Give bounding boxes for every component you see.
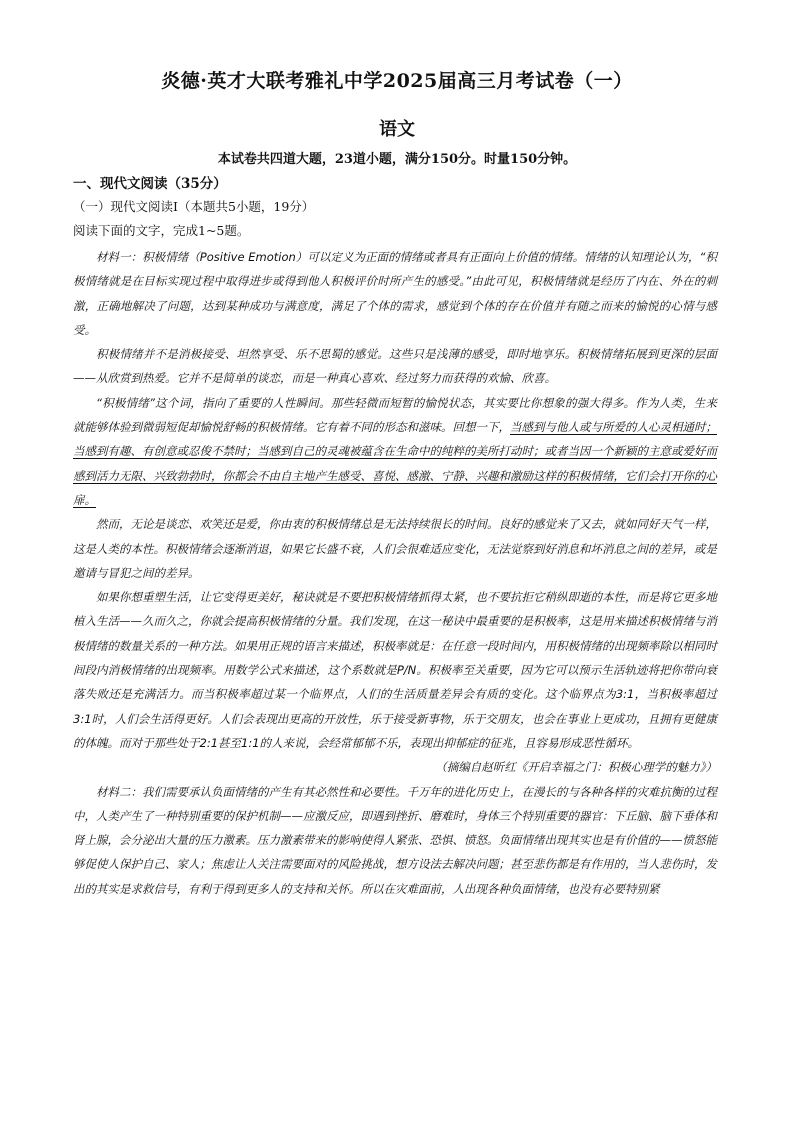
material1-paragraph-3-underlined: 当感到与他人或与所爱的人心灵相通时；当感到有趣、有创意或忍俊不禁时；当感到自己的灵魂被蕴含在生命中的纯粹的美所打动时；或者当因一个新颖的主意或爱好而感到活力无限、兴致勃勃时，你都会不由自主地产生感受、喜悦、感激、宁静、兴趣和激励这样的积极情绪，它们会打开你的心扉。 bbox=[73, 420, 717, 507]
material1-paragraph-3 bbox=[73, 391, 717, 512]
reading-passage bbox=[73, 245, 717, 901]
exam-meta: 本试卷共四道大题，23道小题，满分150分。时量150分钟。 bbox=[217, 152, 577, 167]
subsection-heading: （一）现代文阅读Ⅰ（本题共5小题，19分） bbox=[73, 199, 315, 214]
material1-paragraph-5: 如果你想重塑生活，让它变得更美好，秘诀就是不要把积极情绪抓得太紧，也不要抗拒它稍纵即逝的本性，而是将它更多地植入生活——久而久之，你就会提高积极情绪的分量。我们发现，在这一秘诀中最重要的是积极率，这是用来描述积极情绪与消极情绪的数量关系的一种方法。如果用正规的语言来描述，积极率就是：在任意一段时间内，用积极情绪的出现频率除以相同时间段内消极情绪的出现频率。用数学公式来描述，这个系数就是P/N。积极率至关重要，因为它可以预示生活轨迹将把你带向衰落失败还是充满活力。而当积极率超过某一个临界点，人们的生活质量差异会有质的变化。这个临界点为3:1，当积极率超过3:1时，人们会生活得更好。人们会表现出更高的开放性，乐于接受新事物，乐于交朋友，也会在事业上更成功，且拥有更健康的体魄。而对于那些处于2:1甚至1:1的人来说，会经常郁郁不乐，表现出抑郁症的征兆，且容易形成恶性循环。 bbox=[73, 590, 717, 750]
material1-paragraph-4: 然而，无论是谈恋、欢笑还是爱，你由衷的积极情绪总是无法持续很长的时间。良好的感觉来了又去，就如同好天气一样，这是人类的本性。积极情绪会逐渐消退，如果它长盛不衰，人们会很难适应变化，无法觉察到好消息和坏消息之间的差异，或是邀请与冒犯之间的差异。 bbox=[73, 517, 717, 580]
material2-paragraph-1: 材料二：我们需要承认负面情绪的产生有其必然性和必要性。千万年的进化历史上，在漫长的与各种各样的灾难抗衡的过程中，人类产生了一种特别重要的保护机制——应激反应，即遇到挫折、磨难时，身体三个特别重要的器官：下丘脑、脑下垂体和肾上腺，会分泌出大量的压力激素。压力激素带来的影响使得人紧张、恐惧、愤怒。负面情绪出现其实也是有价值的——愤怒能够促使人保护自己、家人；焦虑让人关注需要面对的风险挑战，想方设法去解决问题；甚至悲伤都是有作用的，当人悲伤时，发出的其实是求救信号，有利于得到更多人的支持和关怀。所以在灾难面前，人出现各种负面情绪，也没有必要特别紧 bbox=[73, 784, 717, 896]
material1-citation: （摘编自赵昕红《开启幸福之门：积极心理学的魅力》） bbox=[435, 760, 717, 775]
material1-paragraph-1: 材料一：积极情绪（Positive Emotion）可以定义为正面的情绪或者具有正面向上价值的情绪。情绪的认知理论认为，“积极情绪就是在目标实现过程中取得进步或得到他人积极评价时所产生的感受。”由此可见，积极情绪就是经历了内在、外在的刺激，正确地解决了问题，达到某种成功与满意度，满足了个体的需求，感觉到个体的存在价值并有随之而来的愉悦的心情与感受。 bbox=[73, 250, 717, 337]
subject-title: 语文 bbox=[379, 119, 415, 140]
section-heading: 一、现代文阅读（35分） bbox=[73, 176, 227, 192]
exam-title: 炎德·英才大联考雅礼中学2025届高三月考试卷（一） bbox=[161, 70, 633, 92]
material1-paragraph-2: 积极情绪并不是消极接受、坦然享受、乐不思蜀的感觉。这些只是浅薄的感受，即时地享乐。积极情绪拓展到更深的层面——从欣赏到热爱。它并不是简单的谈恋，而是一种真心喜欢、经过努力而获得的欢愉、欣喜。 bbox=[73, 347, 717, 386]
instruction: 阅读下面的文字，完成1~5题。 bbox=[73, 223, 250, 238]
material1-paragraph-3-plain: “积极情绪”这个词，指向了重要的人性瞬间。那些轻微而短暂的愉悦状态，其实要比你想象的强大得多。作为人类，生来就能够体验到微弱短促却愉悦舒畅的积极情绪。它有着不同的形态和滋味。回想一下， bbox=[73, 395, 717, 435]
